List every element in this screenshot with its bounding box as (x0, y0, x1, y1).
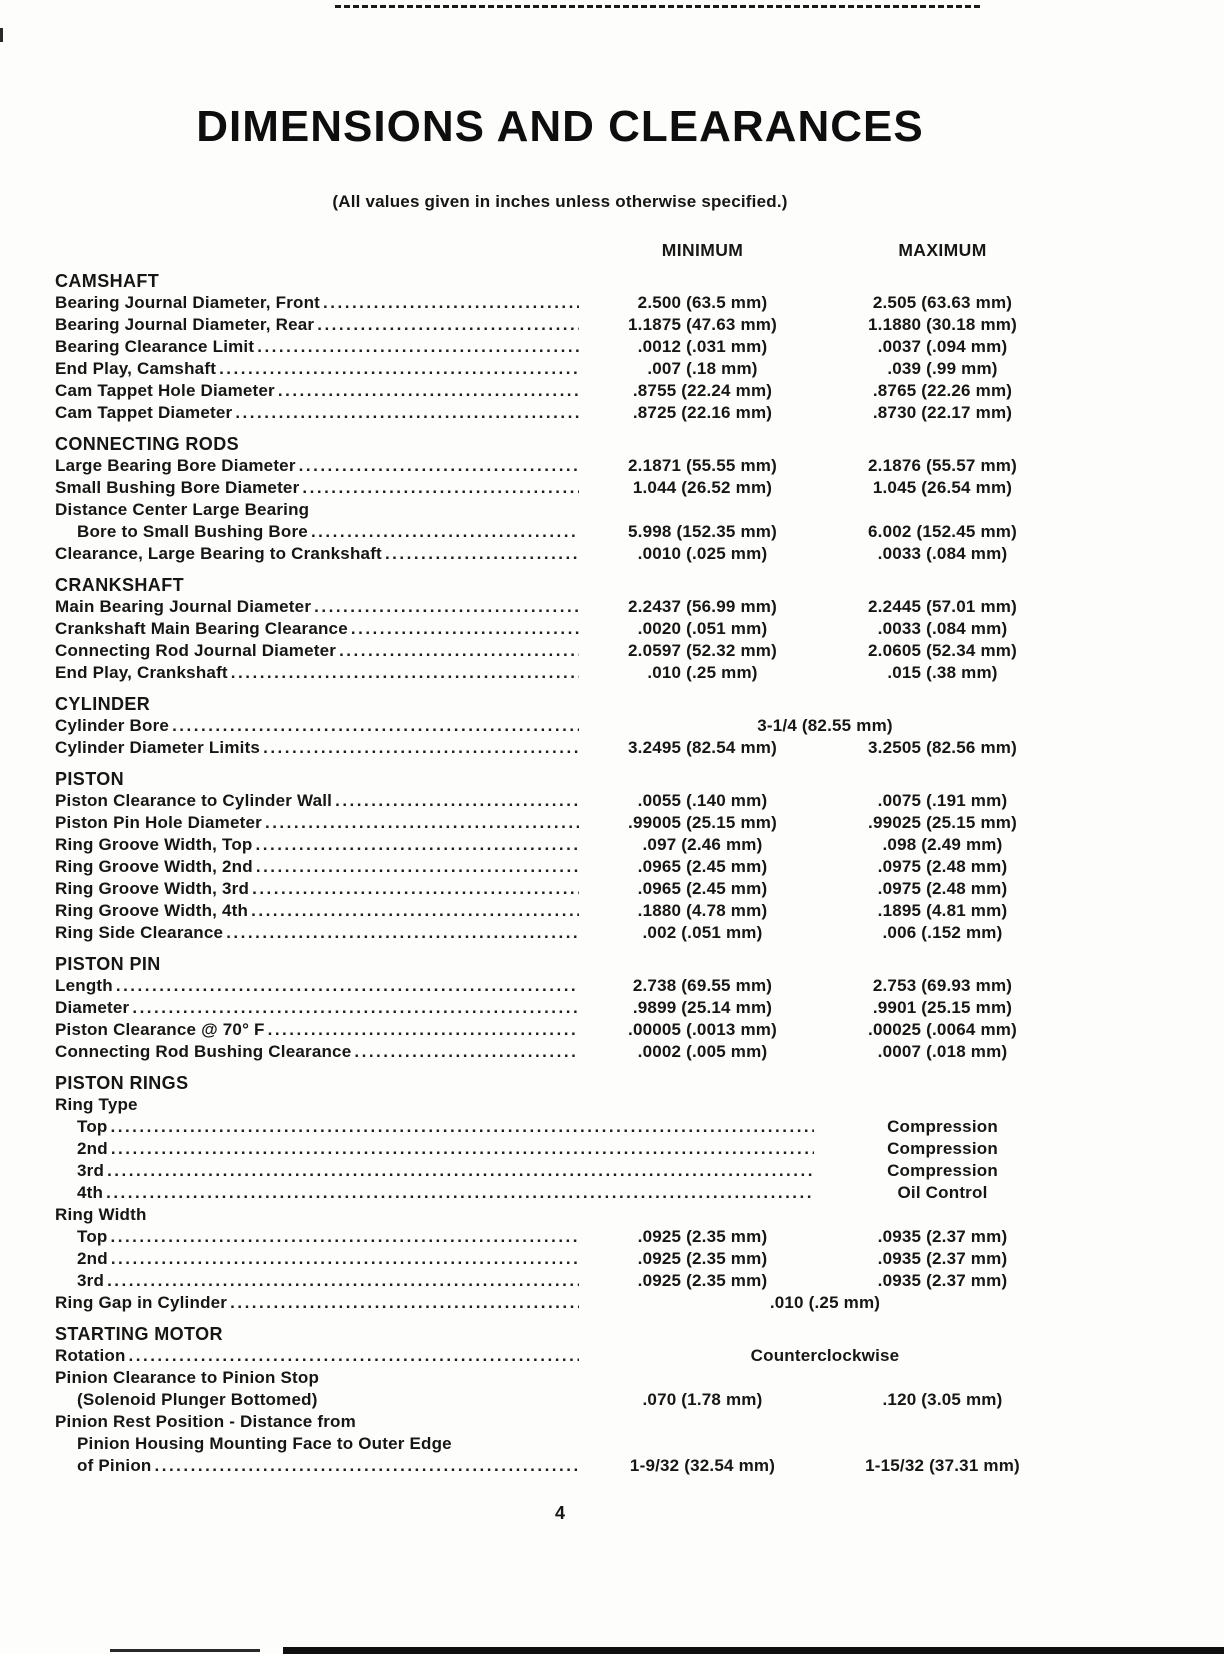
value-max: .0007 (.018 mm) (877, 1042, 1008, 1061)
table-row (55, 1345, 1065, 1367)
value-max: .120 (3.05 mm) (882, 1390, 1003, 1409)
value-min: .007 (.18 mm) (647, 359, 758, 378)
row-label: Rotation (55, 1346, 126, 1365)
value-max: .8730 (22.17 mm) (872, 403, 1013, 422)
dot-leader (106, 1182, 814, 1204)
dot-leader (256, 856, 579, 878)
value-min: .010 (.25 mm) (647, 663, 758, 682)
value-min: .070 (1.78 mm) (642, 1390, 763, 1409)
dot-leader (265, 812, 579, 834)
value-max: .99025 (25.15 mm) (868, 813, 1017, 832)
document-body (55, 0, 1065, 1524)
table-row (55, 640, 1065, 662)
scan-artifact-left (0, 28, 3, 42)
value-min: 1.1875 (47.63 mm) (628, 315, 777, 334)
row-label: Distance Center Large Bearing (55, 500, 310, 519)
dot-leader (278, 380, 579, 402)
value-max: 2.505 (63.63 mm) (872, 293, 1013, 312)
dot-leader (230, 1292, 579, 1314)
table-row (55, 856, 1065, 878)
row-label: Connecting Rod Bushing Clearance (55, 1042, 352, 1061)
value-max: 2.753 (69.93 mm) (872, 976, 1013, 995)
spacer (55, 240, 585, 261)
row-label: Top (77, 1227, 108, 1246)
value-max: 3.2505 (82.56 mm) (868, 738, 1017, 757)
value-min: 1.044 (26.52 mm) (632, 478, 773, 497)
row-label: Cylinder Bore (55, 716, 170, 735)
table-row (55, 878, 1065, 900)
row-label: Bearing Journal Diameter, Front (55, 293, 321, 312)
dot-leader (252, 878, 579, 900)
column-header-row (55, 240, 1065, 261)
page-title: DIMENSIONS AND CLEARANCES (196, 102, 924, 151)
value-min: .0055 (.140 mm) (637, 791, 768, 810)
row-label: Pinion Clearance to Pinion Stop (55, 1368, 320, 1387)
row-label: Main Bearing Journal Diameter (55, 597, 312, 616)
section-heading: STARTING MOTOR (55, 1324, 223, 1344)
column-header-minimum: MINIMUM (661, 240, 744, 260)
value-max: Compression (887, 1139, 998, 1158)
value-min: .0010 (.025 mm) (637, 544, 768, 563)
value-min: .0002 (.005 mm) (637, 1042, 768, 1061)
dot-leader (299, 455, 579, 477)
row-label: Cam Tappet Hole Diameter (55, 381, 275, 400)
row-label: Piston Pin Hole Diameter (55, 813, 262, 832)
row-label: End Play, Crankshaft (55, 663, 228, 682)
column-header-maximum: MAXIMUM (898, 240, 987, 260)
table-row (55, 499, 1065, 521)
value-min: .8755 (22.24 mm) (632, 381, 773, 400)
row-label: Small Bushing Bore Diameter (55, 478, 300, 497)
dot-leader (317, 314, 579, 336)
row-label: Diameter (55, 998, 130, 1017)
row-label: 3rd (77, 1271, 105, 1290)
row-label: Ring Width (55, 1205, 147, 1224)
dot-leader (339, 640, 579, 662)
section-heading: CONNECTING RODS (55, 434, 240, 454)
row-label: Pinion Housing Mounting Face to Outer Edge (77, 1434, 452, 1453)
value-max: .8765 (22.26 mm) (872, 381, 1013, 400)
value-min: 5.998 (152.35 mm) (628, 522, 777, 541)
value-spanning: Counterclockwise (750, 1346, 900, 1365)
value-max: .00025 (.0064 mm) (868, 1020, 1017, 1039)
value-max: .0075 (.191 mm) (877, 791, 1008, 810)
value-min: 2.738 (69.55 mm) (632, 976, 773, 995)
dot-leader (226, 922, 579, 944)
value-max: Compression (887, 1117, 998, 1136)
value-max: .0935 (2.37 mm) (877, 1271, 1008, 1290)
row-label: Ring Groove Width, 3rd (55, 879, 250, 898)
value-max: .006 (.152 mm) (882, 923, 1003, 942)
scan-artifact-top (335, 5, 980, 8)
table-row (55, 1094, 1065, 1116)
value-min: .0965 (2.45 mm) (637, 879, 768, 898)
dot-leader (172, 715, 579, 737)
value-max: .015 (.38 mm) (887, 663, 998, 682)
table-row (55, 1138, 1065, 1160)
table-row (55, 1433, 1065, 1455)
table-row (55, 336, 1065, 358)
value-max: Oil Control (897, 1183, 988, 1202)
table-row (55, 715, 1065, 737)
value-max: .9901 (25.15 mm) (872, 998, 1013, 1017)
table-row (55, 1041, 1065, 1063)
dot-leader (354, 1041, 579, 1063)
dot-leader (302, 477, 579, 499)
table-row (55, 596, 1065, 618)
table-row (55, 380, 1065, 402)
value-max: .0033 (.084 mm) (877, 544, 1008, 563)
dot-leader (323, 292, 579, 314)
dot-leader (111, 1248, 579, 1270)
value-max: .039 (.99 mm) (887, 359, 998, 378)
dot-leader (314, 596, 579, 618)
value-max: 1.1880 (30.18 mm) (868, 315, 1017, 334)
row-label: Bearing Journal Diameter, Rear (55, 315, 315, 334)
table-row (55, 834, 1065, 856)
dot-leader (263, 737, 579, 759)
dot-leader (111, 1138, 814, 1160)
row-label: Cam Tappet Diameter (55, 403, 233, 422)
row-label: Clearance, Large Bearing to Crankshaft (55, 544, 382, 563)
dot-leader (129, 1345, 579, 1367)
table-row (55, 812, 1065, 834)
row-label: Piston Clearance to Cylinder Wall (55, 791, 333, 810)
row-label: Ring Gap in Cylinder (55, 1293, 228, 1312)
dot-leader (385, 543, 579, 565)
row-label: Length (55, 976, 113, 995)
value-max: 6.002 (152.45 mm) (868, 522, 1017, 541)
table-row (55, 1019, 1065, 1041)
value-min: 2.500 (63.5 mm) (637, 293, 768, 312)
table-row (55, 1411, 1065, 1433)
row-label: Connecting Rod Journal Diameter (55, 641, 337, 660)
subtitle: (All values given in inches unless otherwise specified.) (332, 192, 788, 211)
value-max: .0033 (.084 mm) (877, 619, 1008, 638)
dot-leader (351, 618, 579, 640)
table-row (55, 975, 1065, 997)
row-label: Bearing Clearance Limit (55, 337, 255, 356)
table-row (55, 900, 1065, 922)
value-max: .098 (2.49 mm) (882, 835, 1003, 854)
value-min: .0925 (2.35 mm) (637, 1227, 768, 1246)
table-row (55, 1455, 1065, 1477)
row-label: of Pinion (77, 1456, 152, 1475)
dot-leader (257, 336, 579, 358)
value-max: 2.0605 (52.34 mm) (868, 641, 1017, 660)
dot-leader (107, 1160, 814, 1182)
dot-leader (251, 900, 579, 922)
table-row (55, 358, 1065, 380)
value-min: .0965 (2.45 mm) (637, 857, 768, 876)
value-min: 2.1871 (55.55 mm) (628, 456, 777, 475)
section-heading: PISTON PIN (55, 954, 161, 974)
section-heading: PISTON RINGS (55, 1073, 189, 1093)
table-row (55, 543, 1065, 565)
section-heading: CRANKSHAFT (55, 575, 184, 595)
row-label: Ring Groove Width, 4th (55, 901, 249, 920)
row-label: Cylinder Diameter Limits (55, 738, 261, 757)
dot-leader (219, 358, 579, 380)
value-max: 1-15/32 (37.31 mm) (865, 1456, 1020, 1475)
value-min: .8725 (22.16 mm) (632, 403, 773, 422)
dot-leader (155, 1455, 579, 1477)
dot-leader (256, 834, 579, 856)
value-min: .99005 (25.15 mm) (628, 813, 777, 832)
table-row (55, 662, 1065, 684)
table-row (55, 314, 1065, 336)
table-row (55, 790, 1065, 812)
value-min: .0020 (.051 mm) (637, 619, 768, 638)
row-label: Piston Clearance @ 70° F (55, 1020, 265, 1039)
dot-leader (111, 1226, 580, 1248)
dot-leader (116, 975, 579, 997)
value-max: .0935 (2.37 mm) (877, 1227, 1008, 1246)
table-row (55, 922, 1065, 944)
row-label: Large Bearing Bore Diameter (55, 456, 296, 475)
spec-table-body (55, 270, 1065, 1477)
value-max: .0935 (2.37 mm) (877, 1249, 1008, 1268)
row-label: Pinion Rest Position - Distance from (55, 1412, 356, 1431)
table-row (55, 521, 1065, 543)
value-max: 2.2445 (57.01 mm) (868, 597, 1017, 616)
table-row (55, 1248, 1065, 1270)
row-label: Ring Groove Width, Top (55, 835, 253, 854)
dot-leader (268, 1019, 579, 1041)
row-label: Ring Groove Width, 2nd (55, 857, 253, 876)
table-row (55, 1182, 1065, 1204)
row-label: Ring Side Clearance (55, 923, 224, 942)
section-heading: PISTON (55, 769, 125, 789)
spec-table (55, 270, 1065, 1477)
table-row (55, 402, 1065, 424)
value-min: .097 (2.46 mm) (642, 835, 763, 854)
value-min: .9899 (25.14 mm) (632, 998, 773, 1017)
row-label: 2nd (77, 1139, 108, 1158)
row-label: (Solenoid Plunger Bottomed) (77, 1390, 318, 1409)
row-label: Crankshaft Main Bearing Clearance (55, 619, 348, 638)
table-row (55, 1226, 1065, 1248)
dot-leader (335, 790, 579, 812)
value-min: 2.0597 (52.32 mm) (628, 641, 777, 660)
dot-leader (107, 1270, 579, 1292)
scan-artifact-bottom (283, 1647, 1224, 1654)
dot-leader (231, 662, 579, 684)
table-row (55, 1116, 1065, 1138)
value-min: 3.2495 (82.54 mm) (628, 738, 777, 757)
value-max: .0975 (2.48 mm) (877, 857, 1008, 876)
value-max: 2.1876 (55.57 mm) (868, 456, 1017, 475)
table-row (55, 737, 1065, 759)
table-row (55, 477, 1065, 499)
value-min: .0925 (2.35 mm) (637, 1249, 768, 1268)
value-max: .0975 (2.48 mm) (877, 879, 1008, 898)
dot-leader (235, 402, 579, 424)
table-row (55, 618, 1065, 640)
table-row (55, 997, 1065, 1019)
dot-leader (311, 521, 579, 543)
section-heading: CAMSHAFT (55, 271, 160, 291)
section-heading: CYLINDER (55, 694, 151, 714)
value-max: .0037 (.094 mm) (877, 337, 1008, 356)
table-row (55, 1160, 1065, 1182)
value-spanning: .010 (.25 mm) (769, 1293, 881, 1312)
dot-leader (132, 997, 579, 1019)
row-label: 3rd (77, 1161, 105, 1180)
value-spanning: 3-1/4 (82.55 mm) (757, 716, 893, 735)
table-row (55, 1204, 1065, 1226)
table-row (55, 1292, 1065, 1314)
value-min: .00005 (.0013 mm) (628, 1020, 777, 1039)
value-max: 1.045 (26.54 mm) (872, 478, 1013, 497)
table-row (55, 292, 1065, 314)
row-label: 4th (77, 1183, 104, 1202)
row-label: End Play, Camshaft (55, 359, 217, 378)
row-label: 2nd (77, 1249, 108, 1268)
value-min: .002 (.051 mm) (642, 923, 763, 942)
scan-artifact-bottom-left (110, 1649, 260, 1652)
table-row (55, 455, 1065, 477)
value-max: .1895 (4.81 mm) (877, 901, 1008, 920)
row-label: Top (77, 1117, 108, 1136)
value-min: .1880 (4.78 mm) (637, 901, 768, 920)
page-number: 4 (554, 1503, 565, 1523)
row-label: Ring Type (55, 1095, 138, 1114)
table-row (55, 1389, 1065, 1411)
value-min: 1-9/32 (32.54 mm) (629, 1456, 776, 1475)
value-max: Compression (887, 1161, 998, 1180)
value-min: 2.2437 (56.99 mm) (628, 597, 777, 616)
table-row (55, 1270, 1065, 1292)
value-min: .0925 (2.35 mm) (637, 1271, 768, 1290)
value-min: .0012 (.031 mm) (637, 337, 768, 356)
row-label: Bore to Small Bushing Bore (77, 522, 308, 541)
table-row (55, 1367, 1065, 1389)
dot-leader (111, 1116, 815, 1138)
